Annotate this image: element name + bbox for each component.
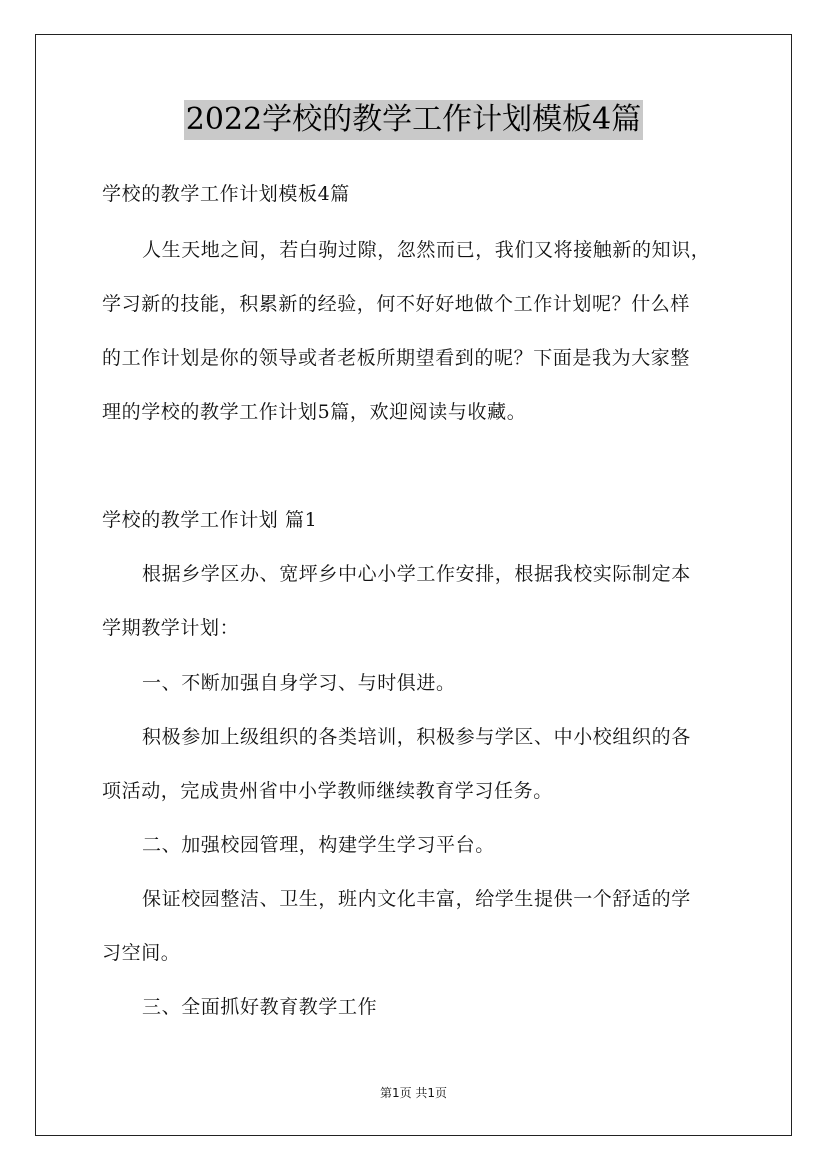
subheading-2: 二、加强校园管理，构建学生学习平台。 [142,834,495,856]
page-number: 第1页 共1页 [379,1086,448,1100]
paragraph-1-line-2: 学期教学计划： [102,617,240,639]
paragraph-3-line-1: 保证校园整洁、卫生，班内文化丰富，给学生提供一个舒适的学 [142,888,691,910]
section-heading: 学校的教学工作计划 篇1 [102,509,318,531]
paragraph-2-line-2: 项活动，完成贵州省中小学教师继续教育学习任务。 [102,780,553,802]
intro-line-3: 的工作计划是你的领导或者老板所期望看到的呢？下面是我为大家整 [102,347,691,369]
paragraph-2-line-1: 积极参加上级组织的各类培训，积极参与学区、中小校组织的各 [142,726,691,748]
subheading-3: 三、全面抓好教育教学工作 [142,996,378,1018]
paragraph-3-line-2: 习空间。 [102,942,181,964]
intro-line-2: 学习新的技能，积累新的经验，何不好好地做个工作计划呢？什么样 [102,293,691,315]
intro-line-4: 理的学校的教学工作计划5篇，欢迎阅读与收藏。 [102,401,527,423]
title-container [0,100,827,140]
paragraph-1-line-1: 根据乡学区办、宽坪乡中心小学工作安排，根据我校实际制定本 [142,563,691,585]
intro-line-1: 人生天地之间，若白驹过隙，忽然而已，我们又将接触新的知识， [142,239,711,261]
document-subtitle: 学校的教学工作计划模板4篇 [102,183,350,205]
subheading-1: 一、不断加强自身学习、与时俱进。 [142,672,456,694]
document-title: 2022学校的教学工作计划模板4篇 [184,100,643,140]
